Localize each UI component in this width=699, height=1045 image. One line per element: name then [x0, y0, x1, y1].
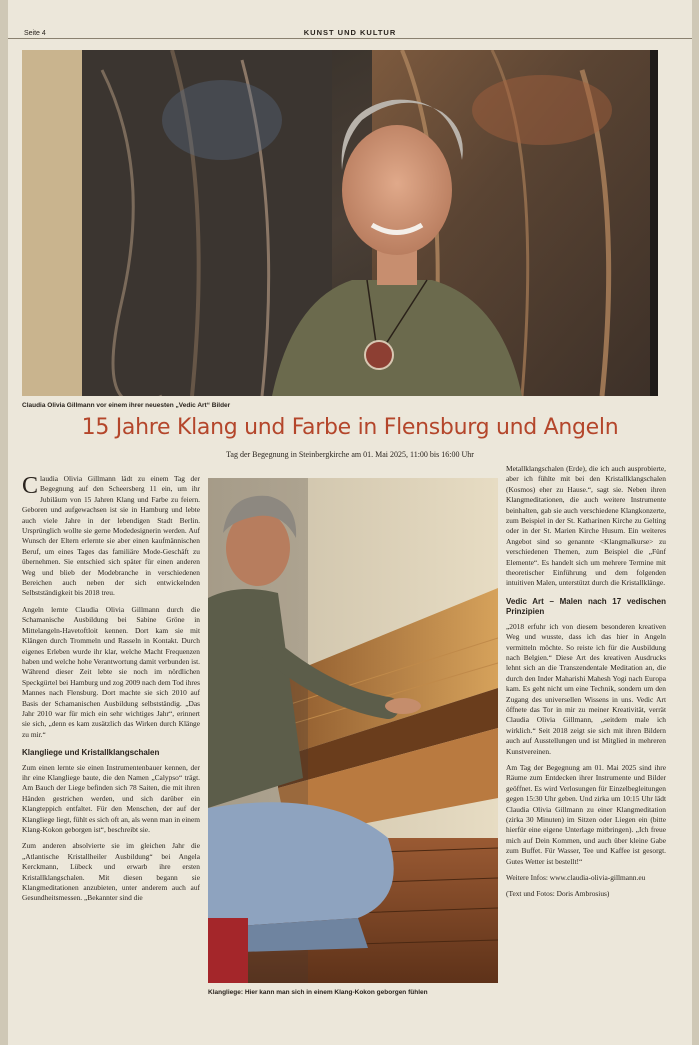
portrait-photo-illustration: [22, 50, 658, 396]
dropcap: C: [22, 474, 39, 499]
website-info: Weitere Infos: www.claudia-olivia-gillmann.eu: [506, 873, 646, 883]
paragraph: Metallklangschalen (Erde), die ich auch ausprobierte, aber ich fühlte mit bei den Kristallklangschalen (Kosmos) eher zu Hause.“, sagt sie. Neben ihren Klangmeditationen, die auch weitere Instrumente beinhalten, gab sie auch verschiedene Klangkonzerte, zum Beispiel in der St. Katharinen Kirche zu Gelting oder in der St. Marien Kirche Husum. Ein weiteres Angebot sind so genannte <Klangmalkurse> zu verschiedenen Themen, zum Beispiel die „Fünf Elemente“. Es handelt sich um mehrere Termine mit theoretischer Einführung und dem folgenden intuitiven Malen, unterstützt durch die Kristallklänge.: [506, 464, 666, 588]
paragraph: „2018 erfuhr ich von diesem besonderen kreativen Weg und wusste, dass ich das hier in Angeln vermitteln möchte. So reiste ich für die Ausbildung nach Belgien.“ Diese Art des kreativen Ausdrucks lehnt sich an die Transzendentale Meditation an, die durch den Inder Maharishi Mahesh Yogi nach Europa kam. Es geht nicht um eine Technik, sondern um den Zugang des universellen Wissens in uns. Vedic Art öffnete das Tor in mir zu meiner Kreativität, verrät Claudia Olivia Gillmann, „seitdem male ich wirklich.“ Seit 2018 zeigt sie sich mit ihren Bildern auch auf Ausstellungen und ist Mitglied in mehreren Kunstvereinen.: [506, 621, 666, 756]
headline: 15 Jahre Klang und Farbe in Flensburg und Angeln: [81, 415, 619, 440]
sound-lounger-photo: [208, 478, 498, 983]
paragraph: Angeln lernte Claudia Olivia Gillmann durch die Schamanische Ausbildung bei Sabine Gröne in Mittelangeln-Havetoftloit kennen. Dort kam sie mit Klängen durch Trommeln und Rasseln in Kontakt. Durch eigenes Erleben wurde ihr klar, welche Macht Frequenzen haben und welche hohe Verantwortung damit verbunden ist. Während dieser Zeit lebte sie noch im nördlichen Speckgürtel bei Hamburg und zog 2009 nach dem Tod ihres Mannes nach Flensburg. Dort machte sie sich 2010 auf Basis der Schamanischen Ausbildung selbstständig. „Das Jahr 2010 war für mich ein sehr wichtiges Jahr“, erinnert sie sich, „denn es kam zusätzlich das Wirken durch Klänge zu mir.“: [22, 604, 200, 739]
intro-paragraph: [22, 474, 200, 599]
subheadline: Tag der Begegnung in Steinbergkirche am 01. Mai 2025, 11:00 bis 16:00 Uhr: [226, 450, 474, 459]
subheading: Klangliege und Kristallklangschalen: [22, 748, 160, 758]
sound-lounger-caption: Klangliege: Hier kann man sich in einem Klang-Kokon geborgen fühlen: [208, 989, 428, 996]
paragraph: Zum anderen absolvierte sie im gleichen Jahr die „Atlantische Kristallheiler Ausbildung“ bei Angela Kerckmann, Lübeck und erwarb ihre ersten Kristallklangschalen. Mit diesen begann sie Klangmeditationen anzubieten, unter anderem auch auf Gesundheitsmessen. „Bekannter sind die: [22, 841, 200, 903]
section-title: KUNST UND KULTUR: [303, 28, 397, 37]
sound-lounger-photo-illustration: [208, 478, 498, 983]
page-header: [8, 0, 692, 39]
article-column-3: [506, 464, 666, 1024]
photo-credit: (Text und Fotos: Doris Ambrosius): [506, 889, 610, 899]
article-column-1: [22, 474, 200, 1034]
portrait-photo: [22, 50, 658, 396]
page-number: Seite 4: [24, 30, 46, 37]
portrait-caption: Claudia Olivia Gillmann vor einem ihrer neuesten „Vedic Art“ Bilder: [22, 402, 231, 409]
paragraph: Am Tag der Begegnung am 01. Mai 2025 sind ihre Räume zum Entdecken ihrer Instrumente und Bilder geöffnet. Es wird Verlosungen für Einzelbegleitungen gegen 15:30 Uhr geben. Und zirka um 10:15 Uhr lädt Claudia Olivia Gillmann zu einer Klangmeditation (zirka 30 Minuten) im Sitzen oder Liegen ein (bitte hierfür eine eigene Unterlage mitbringen). „Ich freue mich auf Dein Kommen, und auch über kleine Gabe zum Buffet. Für Wasser, Tee und Kaffee ist gesorgt. Gutes Wetter ist bestellt!“: [506, 762, 666, 866]
newspaper-page: [8, 0, 692, 1045]
intro-text: laudia Olivia Gillmann lädt zu einem Tag der Begegnung auf den Scheersberg 11 ein, um ihr Jubiläum von 15 Jahren Klang und Farbe zu feiern. Geboren und aufgewachsen ist sie in Hamburg und lebte auch viele Jahre in der lebendigen Stadt Berlin. Ursprünglich wollte sie gerne Modedesignerin werden. Auf Wunsch der Eltern erlernte sie aber einen kaufmännischen Beruf, um eines Tages das familiäre Mode-Geschäft zu übernehmen. Sie entschied sich später für einen anderen Weg und blieb der Modebranche in verschiedenen Bereichen auch neben der sich entwickelnden Selbstständigkeit bis 2018 treu.: [22, 474, 200, 598]
subheading: Vedic Art – Malen nach 17 vedischen Prinzipien: [506, 596, 666, 617]
paragraph: Zum einen lernte sie einen Instrumentenbauer kennen, der ihr eine Klangliege baute, die den Namen „Calypso“ trägt. Am Bauch der Liege befinden sich 78 Saiten, die mit ihren Händen gestrichen werden, und sich darüber ein Klangteppich entfaltet. Für den Menschen, der auf der Klangliege liegt, fühlt es sich oft an, als wenn man in einem Klang-Kokon geborgen ist“, beschreibt sie.: [22, 762, 200, 834]
